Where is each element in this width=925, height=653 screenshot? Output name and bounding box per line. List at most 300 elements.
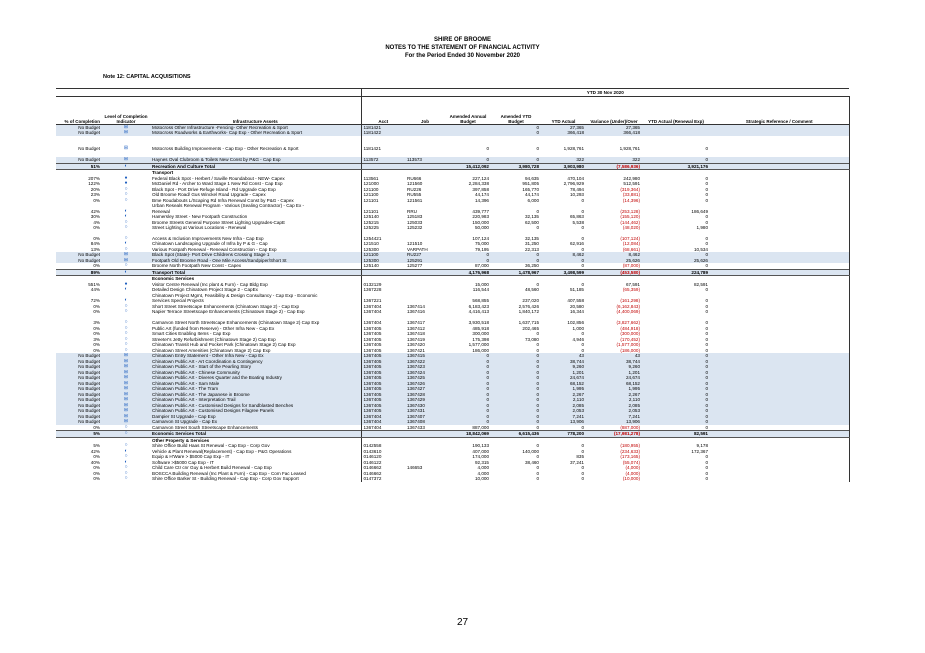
amended-ytd-cell: 0 [536, 342, 539, 348]
ytd-actual-cell: 2,085 [541, 403, 586, 409]
amended-ytd-cell: 0 [491, 397, 541, 403]
ytd-actual-cell: 0 [581, 281, 584, 287]
amended-ytd-cell: 44,174 [524, 192, 539, 198]
asset-name-cell: Software >$5000 Cap Exp - IT [152, 459, 214, 465]
renewal-cell: 0 [705, 320, 708, 326]
acct-cell: 121101 [361, 209, 405, 215]
amended-budget-cell: 175,398 [472, 336, 489, 342]
job-cell: 1367424 [405, 370, 445, 376]
asset-name-cell: Various Footpath Renewal - Renewal Construction - Cap Exp [152, 246, 277, 252]
empty-circle-icon: ○ [124, 197, 128, 203]
amended-budget-cell: 4,000 [477, 470, 489, 476]
amended-budget-cell: 15,412,092 [445, 163, 491, 170]
job-cell: 1367427 [405, 386, 445, 392]
asset-name-cell: Shire Office Barker St - Building Renewal - Cap Exp - Corp Gov Support [152, 476, 299, 482]
col-amended-budget: Amended Annual Budget [445, 96, 491, 124]
ytd-actual-cell: 5,538 [572, 219, 584, 225]
empty-circle-icon: ○ [124, 303, 128, 309]
pct-cell: 3% [93, 320, 100, 326]
pct-cell: No Budget [56, 414, 102, 420]
ytd-actual-cell: 7,241 [541, 414, 586, 420]
asset-name-cell: Black Spot (State)- Port Drive Childrens Crossing Stage 1 [150, 252, 361, 258]
amended-ytd-cell: 0 [491, 392, 541, 398]
variance-cell: (3,827,662) [616, 320, 640, 326]
empty-circle-icon: ○ [124, 454, 128, 460]
hatched-square-icon: ⊞ [123, 364, 129, 370]
amended-ytd-cell: 0 [536, 470, 539, 476]
asset-name-cell: Carnarvon Street North Streetscape Enhancements (Chinatown Stage 2) Cap Exp [152, 320, 320, 326]
ytd-actual-cell: 9,260 [541, 364, 586, 370]
ytd-actual-cell: 407,558 [567, 298, 584, 304]
acct-cell: 1367405 [361, 375, 405, 381]
acct-cell: 0146662 [361, 465, 405, 471]
variance-cell: (10,000) [622, 476, 640, 482]
ytd-actual-cell: 0 [581, 342, 584, 348]
renewal-cell: 0 [642, 392, 710, 398]
renewal-cell: 0 [705, 342, 708, 348]
renewal-cell: 0 [705, 146, 708, 152]
empty-circle-icon: ○ [124, 246, 128, 252]
asset-name-cell: Services Special Projects [152, 298, 204, 304]
amended-budget-cell: 4,176,968 [445, 269, 491, 276]
amended-ytd-cell: 0 [491, 258, 541, 264]
job-cell: 1367421 [407, 347, 425, 353]
half-circle-icon: ◐ [124, 208, 128, 214]
empty-circle-icon: ○ [124, 320, 128, 326]
col-infrastructure-assets: Infrastructure Assets [150, 96, 361, 124]
asset-name-cell: Transport Total [150, 269, 361, 276]
asset-name-cell: Chinatown Public Art - Diveres Quarter and the Boating Industry [150, 375, 361, 381]
amended-ytd-cell: 0 [491, 381, 541, 387]
ytd-actual-cell: 68,152 [541, 381, 586, 387]
acct-cell: 1181421 [361, 124, 405, 130]
asset-name-cell: Chinatown Transit Hub and Pocket Park (Chinatown Stage 2) Cap Exp [152, 342, 296, 348]
empty-circle-icon: ○ [124, 192, 128, 198]
renewal-cell: 0 [705, 298, 708, 304]
renewal-cell: 0 [642, 252, 710, 258]
job-cell: 125183 [407, 214, 423, 220]
pct-cell: 30% [90, 214, 100, 220]
asset-name-cell: Footpath Old Broome Road - One Mile Access/Sandpiper/Short St [150, 258, 361, 264]
pct-cell: No Budget [56, 419, 102, 425]
amended-ytd-cell: 6,000 [527, 197, 539, 203]
half-circle-icon: ◐ [124, 163, 128, 169]
job-cell: 1367426 [405, 381, 445, 387]
amended-ytd-cell: 0 [536, 208, 539, 214]
hatched-square-icon: ⊞ [123, 397, 129, 403]
variance-cell: 322 [586, 157, 642, 163]
half-circle-icon: ◐ [124, 459, 128, 465]
acct-cell: 1367405 [361, 359, 405, 365]
acct-cell: 1367405 [361, 370, 405, 376]
pct-cell: 0% [93, 225, 100, 231]
amended-budget-cell: 227,124 [472, 175, 489, 181]
pct-cell: 3% [93, 336, 100, 342]
pct-cell: 0% [93, 263, 100, 269]
ytd-actual-cell: 2,110 [541, 397, 586, 403]
ytd-actual-cell: 0 [581, 208, 584, 214]
job-cell: 121560 [407, 181, 423, 187]
job-cell: 1367420 [407, 342, 425, 348]
variance-cell: (234,633) [620, 448, 640, 454]
asset-name-cell: Street Lighting at Various Locations - Renewal [152, 225, 247, 231]
amended-ytd-cell: 0 [491, 124, 541, 130]
ytd-actual-cell: 8,462 [541, 252, 586, 258]
variance-cell: (253,128) [620, 208, 640, 214]
acct-cell: 1367405 [361, 408, 405, 414]
amended-ytd-cell: 1,840,172 [518, 309, 539, 315]
renewal-cell: 0 [705, 470, 708, 476]
ytd-actual-cell: 78,494 [569, 186, 584, 192]
variance-cell: (68,661) [622, 246, 640, 252]
hatched-square-icon: ⊞ [123, 252, 129, 258]
pct-cell: 42% [90, 208, 100, 214]
renewal-cell: 0 [705, 181, 708, 187]
pct-cell: No Budget [56, 375, 102, 381]
amended-ytd-cell: 0 [536, 424, 539, 430]
hatched-square-icon: ⊞ [123, 257, 129, 263]
amended-ytd-cell: 951,805 [522, 181, 539, 187]
ytd-actual-cell: 13,906 [541, 419, 586, 425]
empty-circle-icon: ○ [124, 235, 128, 241]
renewal-cell: 0 [642, 359, 710, 365]
acct-cell: 113561 [361, 176, 405, 182]
amended-ytd-cell: 3,980,728 [491, 163, 541, 170]
renewal-cell: 0 [642, 403, 710, 409]
ytd-actual-cell: 3,903,980 [541, 163, 586, 170]
amended-budget-cell: 397,858 [472, 186, 489, 192]
hatched-square-icon: ⊞ [123, 380, 129, 386]
variance-cell: (65,359) [622, 287, 640, 293]
pct-cell: No Budget [56, 381, 102, 387]
amended-ytd-cell: 73,080 [524, 336, 539, 342]
pct-cell: 13% [90, 246, 100, 252]
ytd-actual-cell: 0 [581, 448, 584, 454]
job-cell: 1367416 [407, 309, 425, 315]
col-ytd-actual: YTD Actual [541, 96, 586, 124]
renewal-cell: 9,178 [696, 443, 708, 449]
renewal-cell: 0 [705, 235, 708, 241]
amended-budget-cell: 0 [445, 370, 491, 376]
variance-cell: (4,000) [625, 470, 640, 476]
ytd-actual-cell: 0 [581, 197, 584, 203]
renewal-cell: 0 [705, 347, 708, 353]
variance-cell: (107,124) [620, 235, 640, 241]
comment-cell [710, 476, 849, 482]
asset-name-cell: Dampier St Upgrade - Cap Exp [150, 414, 361, 420]
variance-cell: (6,162,843) [616, 303, 640, 309]
ytd-actual-cell: 778,200 [541, 431, 586, 438]
renewal-cell: 0 [705, 331, 708, 337]
renewal-cell: 0 [705, 197, 708, 203]
hatched-square-icon: ⊞ [123, 369, 129, 375]
job-cell: 1367414 [407, 303, 425, 309]
amended-budget-cell: 0 [445, 252, 491, 258]
renewal-cell: 0 [705, 303, 708, 309]
renewal-cell: 0 [705, 336, 708, 342]
asset-name-cell: Chinatown Landscaping Upgrade of Infra by P & G - Cap [152, 241, 268, 247]
amended-budget-cell: 75,000 [474, 241, 489, 247]
amended-ytd-cell: 202,465 [522, 325, 539, 331]
half-circle-icon: ◐ [124, 241, 128, 247]
pct-cell: No Budget [56, 359, 102, 365]
ytd-actual-cell: 0 [581, 331, 584, 337]
ytd-actual-cell: 3,498,599 [541, 269, 586, 276]
acct-cell: 1254421 [361, 236, 405, 242]
acct-cell: 125225 [361, 225, 405, 231]
asset-name-cell: Motocross Roadworks & Earthworks- Cap Exp - Other Recreation & Sport [150, 130, 361, 136]
variance-cell: (453,580) [586, 269, 642, 276]
asset-name-cell: Short Street Streetscape Enhancements (Chinatown Stage 2) - Cap Exp [152, 303, 300, 309]
renewal-cell: 0 [705, 175, 708, 181]
col-level-indicator: Level of Completion Indicator [102, 96, 150, 124]
acct-cell: 1181422 [361, 130, 405, 136]
amended-ytd-cell: 140,000 [522, 448, 539, 454]
amended-ytd-cell: 38,460 [524, 459, 539, 465]
pct-cell: No Budget [56, 130, 102, 136]
empty-circle-icon: ○ [124, 225, 128, 231]
variance-cell: 2,053 [586, 408, 642, 414]
variance-cell: 1,201 [586, 370, 642, 376]
job-cell: RU666 [407, 175, 422, 181]
amended-budget-cell: 407,000 [472, 448, 489, 454]
renewal-cell: 0 [705, 287, 708, 293]
acct-cell: 0142558 [361, 443, 405, 449]
asset-name-cell: Chinatown Public Art - Start of the Pearling Story [150, 364, 361, 370]
asset-name-cell: Chinatown Project Mgmt, Feasibility & Design Consultancy - Cap Exp - Economic [152, 292, 318, 298]
asset-name-cell: Chinatown Public Art - Chinese Community [150, 370, 361, 376]
acct-cell: 1367405 [361, 381, 405, 387]
amended-budget-cell: 10,000 [474, 476, 489, 482]
job-cell: VARPATH [407, 246, 428, 252]
col-variance: Variance (Under)/Over [586, 96, 642, 124]
acct-cell: 125140 [361, 214, 405, 220]
half-circle-icon: ◐ [124, 269, 128, 275]
acct-cell: 1367405 [361, 326, 405, 332]
acct-cell: 125300 [361, 258, 405, 264]
asset-name-cell: Economic Services [152, 276, 195, 282]
pct-cell: No Budget [56, 364, 102, 370]
ytd-actual-cell: 1,201 [541, 370, 586, 376]
variance-cell: 512,591 [623, 181, 640, 187]
pct-cell: 5% [56, 431, 102, 438]
ytd-actual-cell: 62,916 [569, 241, 584, 247]
amended-budget-cell: 150,000 [472, 219, 489, 225]
ytd-actual-cell: 0 [581, 246, 584, 252]
pct-cell: 0% [93, 476, 100, 482]
acct-cell: 1367404 [361, 425, 405, 431]
hatched-square-icon: ⊞ [123, 391, 129, 397]
renewal-cell: 82,591 [693, 281, 708, 287]
variance-cell: 2,110 [586, 397, 642, 403]
renewal-cell: 0 [705, 241, 708, 247]
job-cell: 1367412 [407, 325, 425, 331]
variance-cell: (4,400,069) [616, 309, 640, 315]
pct-cell: No Budget [78, 146, 100, 152]
job-cell: 125033 [407, 219, 423, 225]
col-job: Job [405, 96, 445, 124]
half-circle-icon: ◐ [124, 287, 128, 293]
pct-cell: 5% [93, 443, 100, 449]
variance-cell: (144,462) [620, 219, 640, 225]
ytd-actual-cell: 0 [581, 225, 584, 231]
variance-cell: (319,364) [620, 186, 640, 192]
amended-ytd-cell: 32,135 [524, 214, 539, 220]
amended-budget-cell: 887,000 [472, 424, 489, 430]
asset-name-cell: Federal Black Spot - Herbert / Saville Roundabout - NEW- Capex [152, 175, 285, 181]
variance-cell: 68,152 [586, 381, 642, 387]
pct-cell: No Budget [56, 252, 102, 258]
asset-name-cell: Recreation And Culture Total [150, 163, 361, 170]
variance-cell: 2,267 [586, 392, 642, 398]
asset-name-cell: BOSCCA Building Renewal (Inc Plant & Furn) - Cap Exp - Com Fac Leased [152, 470, 306, 476]
ytd-actual-cell: 27,365 [541, 124, 586, 130]
amended-budget-cell: 0 [445, 157, 491, 163]
acct-cell: 1367404 [361, 419, 405, 425]
pct-cell: 44% [90, 287, 100, 293]
asset-name-cell: Carnarvon Street South Streetscape Enhancements [152, 424, 258, 430]
variance-cell: 366,418 [586, 130, 642, 136]
pct-cell: 0% [93, 465, 100, 471]
empty-circle-icon: ○ [124, 465, 128, 471]
job-cell: 1367408 [405, 419, 445, 425]
pct-cell: 0% [93, 454, 100, 460]
col-ytd-renewal: YTD Actual (Renewal Exp) [642, 96, 710, 124]
hatched-square-icon: ⊞ [123, 413, 129, 419]
col-strategic-reference: Strategic Reference / Comment [710, 96, 849, 124]
renewal-cell: 0 [705, 476, 708, 482]
asset-name-cell: Napier Terrace Streetscape Enhancements (Chinatown Stage 2) - Cap Exp [152, 309, 305, 315]
report-period: For the Period Ended 30 November 2020 [404, 53, 521, 59]
hatched-square-icon: ⊞ [123, 419, 129, 425]
variance-cell: 1,995 [586, 386, 642, 392]
hatched-square-icon: ⊞ [123, 375, 129, 381]
job-cell: RU226 [407, 186, 422, 192]
ytd-actual-cell: 470,104 [567, 175, 584, 181]
amended-ytd-cell: 0 [491, 414, 541, 420]
amended-budget-cell: 1,577,000 [468, 342, 489, 348]
empty-circle-icon: ○ [124, 336, 128, 342]
ytd-actual-cell: 1,995 [541, 386, 586, 392]
amended-budget-cell: 0 [445, 353, 491, 359]
variance-cell: (300,000) [620, 331, 640, 337]
asset-name-cell: Chinatown Public Art - Art Coordination & Contingency [150, 359, 361, 365]
asset-name-cell: Vehicle & Plant Renewal(Replacement) - Cap Exp - P&G Operations [152, 448, 292, 454]
pct-cell: 0% [93, 347, 100, 353]
amended-ytd-cell: 0 [491, 359, 541, 365]
renewal-cell: 0 [705, 465, 708, 471]
ytd-actual-cell: 24,674 [541, 375, 586, 381]
amended-ytd-cell: 0 [536, 146, 539, 152]
acct-cell: 1367405 [361, 403, 405, 409]
renewal-cell: 0 [705, 424, 708, 430]
empty-circle-icon: ○ [124, 331, 128, 337]
amended-budget-cell: 0 [445, 414, 491, 420]
variance-cell: (7,586,936) [586, 163, 642, 170]
pct-cell: 0% [93, 342, 100, 348]
variance-cell: (484,918) [620, 325, 640, 331]
job-cell: RU227 [405, 252, 445, 258]
asset-name-cell: Chinatown Public Art - Customised Designs for Sandblasted Benches [150, 403, 361, 409]
pct-cell: 0% [93, 331, 100, 337]
hatched-square-icon: ⊞ [123, 130, 129, 135]
job-cell: 1367419 [407, 336, 425, 342]
ytd-actual-cell: 0 [581, 263, 584, 269]
hatched-square-icon: ⊞ [123, 402, 129, 408]
indicator-cell [102, 141, 150, 152]
amended-ytd-cell: 0 [536, 281, 539, 287]
ytd-actual-cell: 38,744 [541, 359, 586, 365]
acct-cell: 121101 [361, 198, 405, 204]
renewal-cell: 10,534 [693, 246, 708, 252]
amended-budget-cell: 79,195 [474, 246, 489, 252]
pct-cell: 72% [90, 298, 100, 304]
pct-cell: 20% [90, 186, 100, 192]
amended-ytd-cell: 22,313 [524, 246, 539, 252]
pct-cell: 0% [93, 325, 100, 331]
amended-budget-cell: 6,183,423 [468, 303, 489, 309]
job-cell: 1367423 [405, 364, 445, 370]
amended-ytd-cell: 0 [536, 347, 539, 353]
variance-cell: 67,591 [625, 281, 640, 287]
asset-name-cell: Detailed Design Chinatown Project Stage 2 - CapEx [152, 287, 258, 293]
pct-cell: No Budget [56, 258, 102, 264]
renewal-cell: 0 [642, 414, 710, 420]
variance-cell: (17,981,278) [586, 431, 642, 438]
job-cell: 1367429 [405, 397, 445, 403]
amended-budget-cell: 220,983 [472, 214, 489, 220]
amended-ytd-cell: 31,250 [524, 241, 539, 247]
amended-ytd-cell: 0 [491, 353, 541, 359]
pct-cell: 23% [90, 192, 100, 198]
renewal-cell: 1,980 [696, 225, 708, 231]
renewal-cell: 0 [705, 459, 708, 465]
asset-name-cell: Bme Roudabouts L/Scaping Rd Infra Renewal Const by P&G - Capex [152, 197, 294, 203]
empty-circle-icon: ○ [124, 342, 128, 348]
amended-budget-cell: 15,000 [474, 281, 489, 287]
asset-name-cell: Carnarvon St Upgrade - Cap Ex [150, 419, 361, 425]
pct-cell: 0% [93, 197, 100, 203]
job-cell: 1367407 [405, 414, 445, 420]
acct-cell: 121100 [361, 187, 405, 193]
amended-ytd-cell: 0 [536, 225, 539, 231]
renewal-cell: 0 [705, 219, 708, 225]
amended-ytd-cell: 0 [536, 476, 539, 482]
amended-budget-cell: 0 [445, 397, 491, 403]
ytd-actual-cell: 16,344 [569, 309, 584, 315]
ytd-actual-cell: 322 [541, 157, 586, 163]
amended-ytd-cell: 0 [491, 130, 541, 136]
renewal-cell: 0 [642, 157, 710, 163]
renewal-cell: 0 [642, 419, 710, 425]
acct-cell: 1367405 [361, 392, 405, 398]
pct-cell: 40% [90, 459, 100, 465]
amended-ytd-cell: 0 [536, 465, 539, 471]
acct-cell: 1367405 [361, 331, 405, 337]
amended-ytd-cell: 32,135 [524, 235, 539, 241]
full-circle-icon: ● [124, 181, 128, 187]
empty-circle-icon: ○ [124, 476, 128, 482]
half-circle-icon: ◐ [124, 298, 128, 304]
renewal-cell: 0 [705, 325, 708, 331]
pct-cell: 4% [93, 219, 100, 225]
variance-cell: (887,000) [620, 424, 640, 430]
amended-budget-cell: 190,133 [472, 443, 489, 449]
job-cell: RU555 [407, 192, 422, 198]
amended-budget-cell: 568,855 [472, 298, 489, 304]
ytd-actual-cell: 0 [581, 443, 584, 449]
acct-cell: 1181421 [361, 141, 405, 152]
